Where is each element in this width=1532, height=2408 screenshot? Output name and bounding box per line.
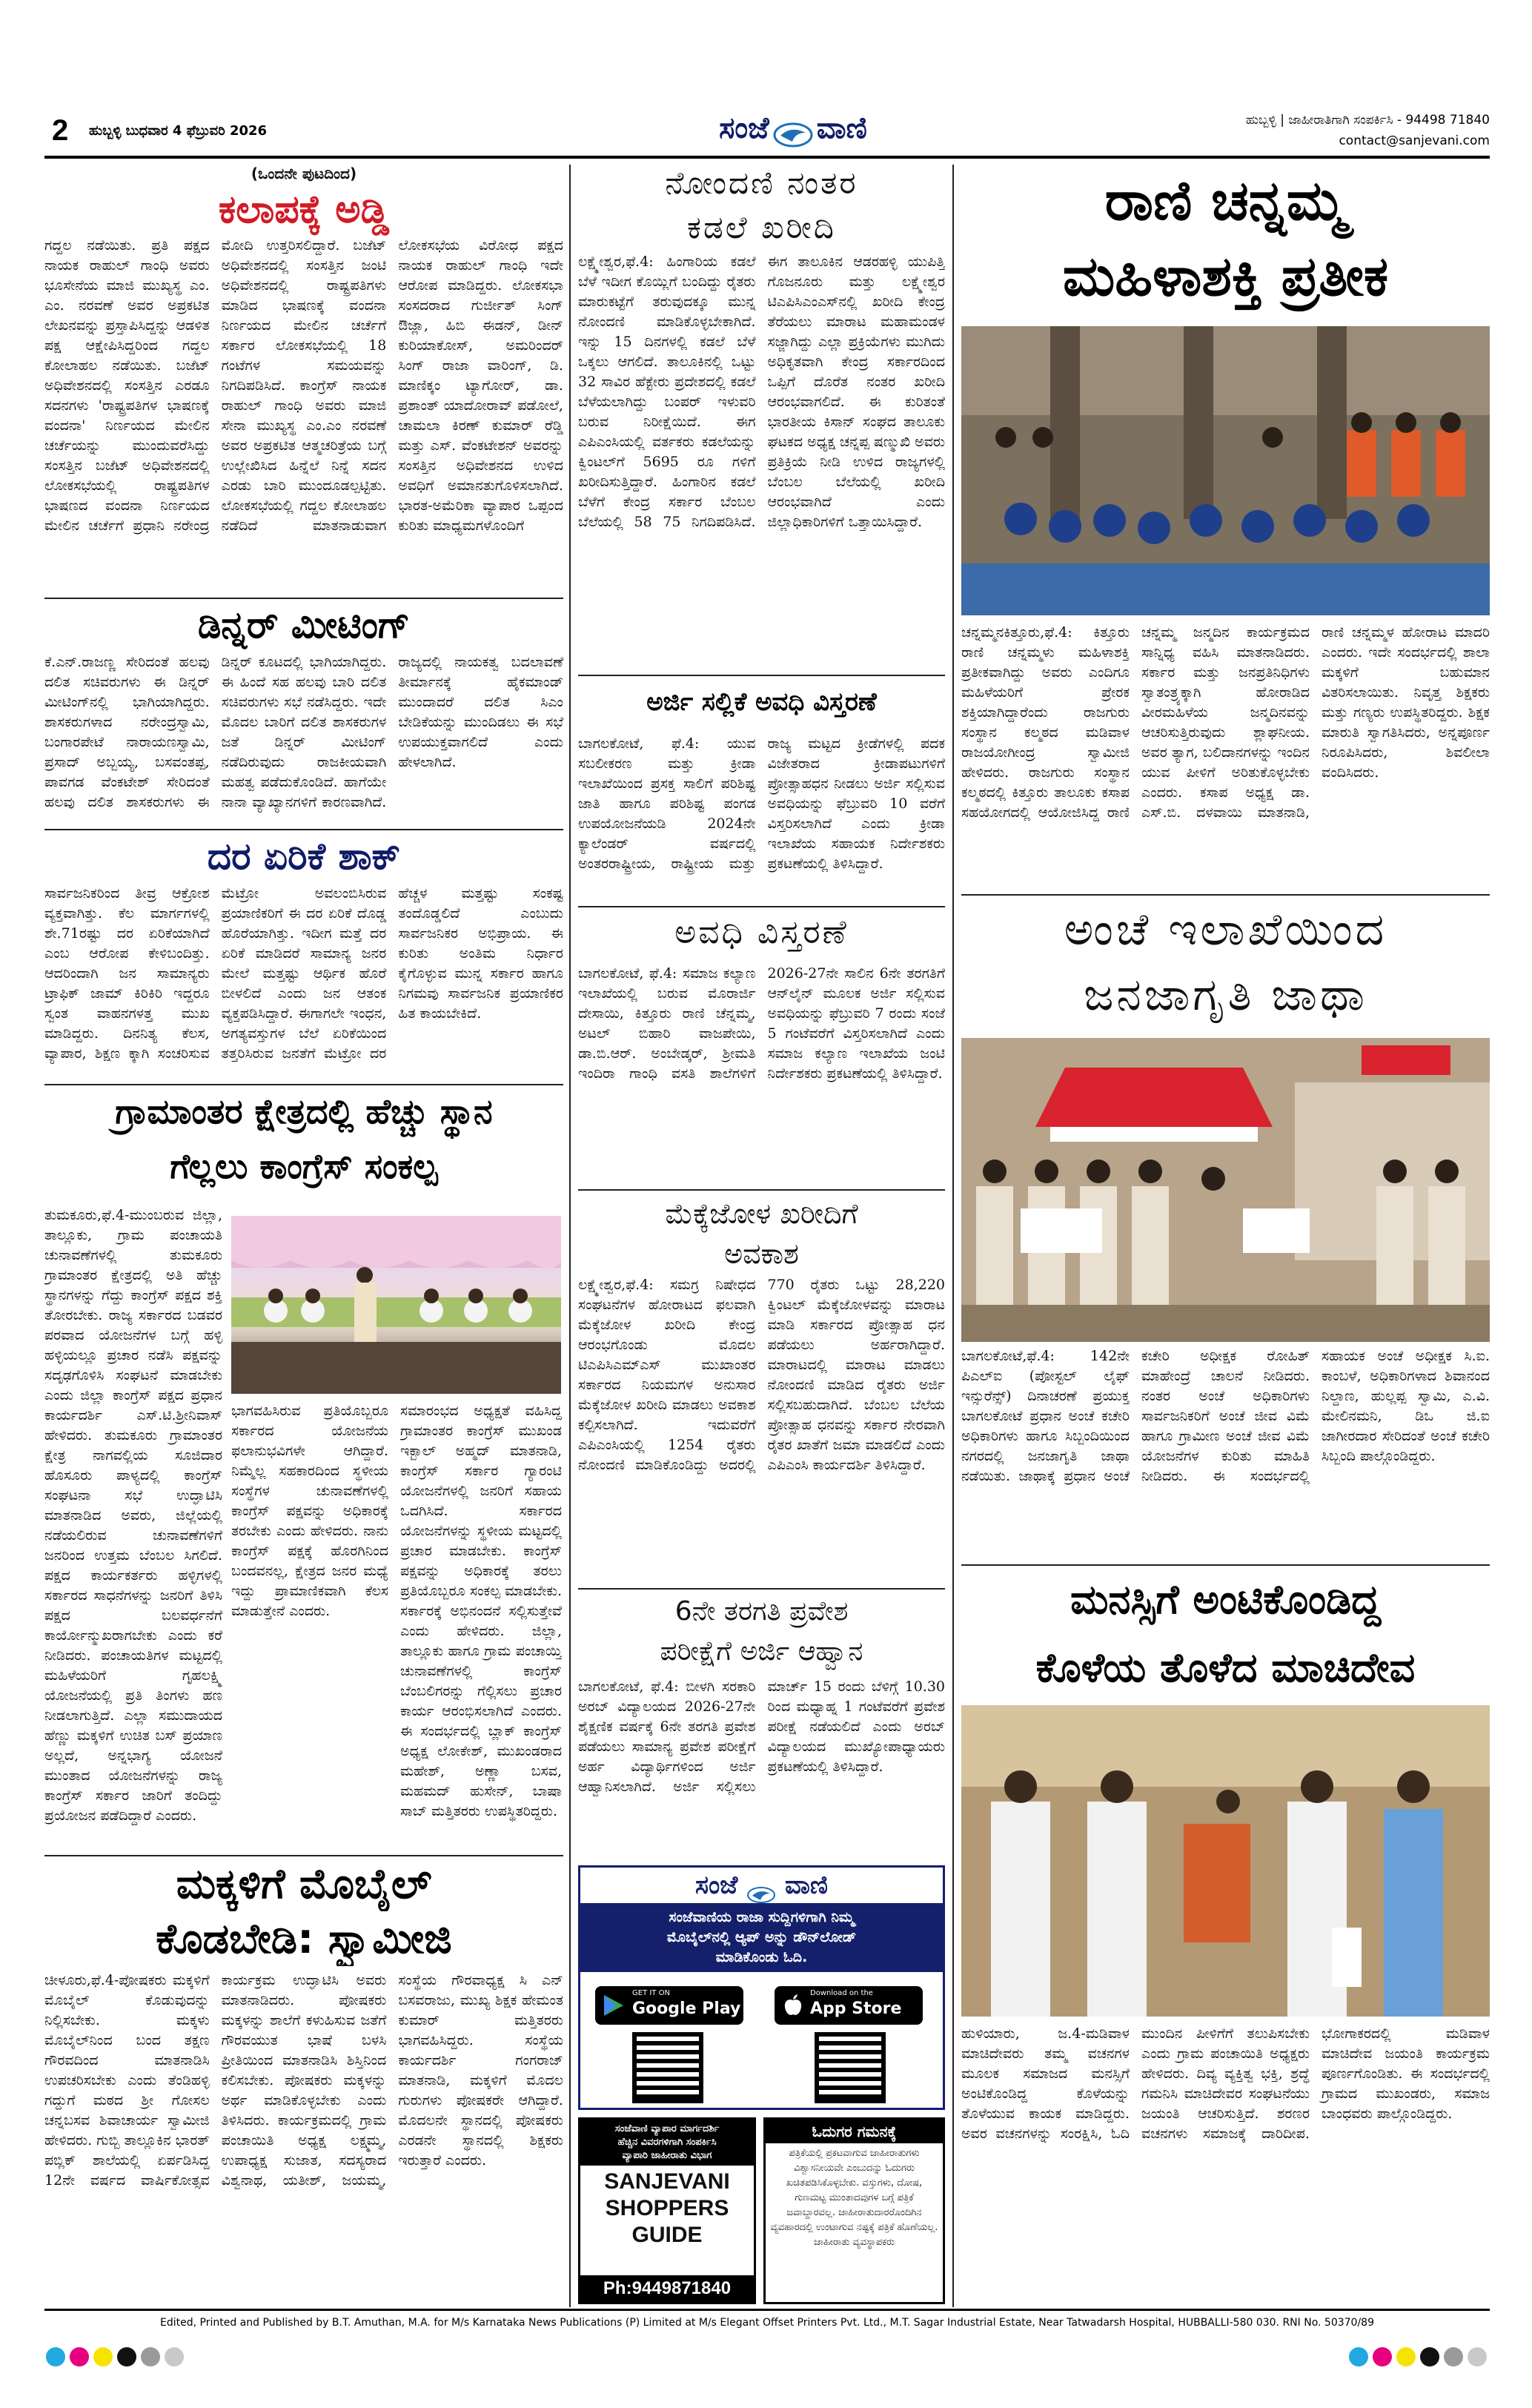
headline-avadhi: ಅವಧಿ ವಿಸ್ತರಣೆ — [674, 913, 849, 951]
app-ad-line3: ಮಾಡಿಕೊಂಡು ಓದಿ. — [715, 1949, 808, 1965]
divider — [44, 1855, 563, 1856]
divider — [961, 894, 1490, 896]
footer-imprint: Edited, Printed and Published by B.T. Amuthan, M.A. for M/s Karnataka News Publications (P) Limited at M/s Elegant Offset Printers Pvt. Ltd., M.T. Sagar Industrial Estate, Near Tatwadarsh Hospital, HUBBALLI-580 030. RNI No. 50370/89 — [159, 2317, 1374, 2329]
registration-dot-grey — [141, 2347, 160, 2366]
headline-makkalige-1: ಮಕ್ಕಳಿಗೆ ಮೊಬೈಲ್ — [176, 1860, 432, 1908]
headline-makkalige-2: ಕೊಡಬೇಡಿ: ಸ್ವಾಮೀಜಿ — [156, 1915, 452, 1963]
readers-notice-ad — [763, 2117, 945, 2304]
app-store-button[interactable] — [775, 1986, 923, 2025]
shoppers-guide-ad — [578, 2117, 756, 2304]
article-anche: ಬಾಗಲಕೋಟೆ,ಫೆ.4: 142ನೇ ಪಿಎಲ್‌ಐ (ಪೋಸ್ಟಲ್ ಲೈಫ್ ಇನ್ಸುರೆನ್ಸ್) ದಿನಾಚರಣೆ ಪ್ರಯುಕ್ತ ಬಾಗಲಕೋಟೆ ಪ್ರಧಾನ ಅಂಚೆ ಕಚೇರಿ ಅಧಿಕಾರಿಗಳು ಹಾಗೂ ಸಿಬ್ಬಂದಿಯಿಂದ ನಗರದಲ್ಲಿ ಜನಜಾಗೃತಿ ಜಾಥಾ ನಡೆಯಿತು. ಜಾಥಾಕ್ಕೆ ಪ್ರಧಾನ ಅಂಚೆ ಕಚೇರಿ ಅಧೀಕ್ಷಕ ರೋಹಿತ್ ಮಾಹೇಂದ್ರೆ ಚಾಲನೆ ನೀಡಿದರು. ನಂತರ ಅಂಚೆ ಅಧಿಕಾರಿಗಳು ಸಾರ್ವಜನಿಕರಿಗೆ ಅಂಚೆ ಜೀವ ವಿಮೆ ಹಾಗೂ ಗ್ರಾಮೀಣ ಅಂಚೆ ಜೀವ ವಿಮೆ ಯೋಜನೆಗಳ ಕುರಿತು ಮಾಹಿತಿ ನೀಡಿದರು. ಈ ಸಂದರ್ಭದಲ್ಲಿ ಸಹಾಯಕ ಅಂಚೆ ಅಧೀಕ್ಷಕ ಸಿ.ಐ. ಕಾಂಬಳೆ, ಅಧಿಕಾರಿಗಳಾದ ಶಿವಾನಂದ ನಿಲ್ದಾಣ, ಹುಲ್ಲಪ್ಪ ಸ್ವಾಮಿ, ಎ.ವಿ. ಮೇಲಿನಮನಿ, ಡಿಒ ಜಿ.ಐ ಜಾಗೀರದಾರ ಸೇರಿದಂತೆ ಅಂಚೆ ಕಚೇರಿ ಸಿಬ್ಬಂದಿ ಪಾಲ್ಗೊಂಡಿದ್ದರು. — [961, 1348, 1490, 1484]
email[interactable]: contact@sanjevani.com — [1339, 133, 1490, 148]
app-ad-line2: ಮೊಬೈಲ್‌ನಲ್ಲಿ ಆ್ಯಪ್ ಅನ್ನು ಡೌನ್‌ಲೋಡ್ — [666, 1929, 857, 1945]
shoppers-title-1: SANJEVANI — [604, 2169, 730, 2194]
article-manassige: ಹುಳಿಯಾರು, ಜ.4-ಮಡಿವಾಳ ಮಾಚಿದೇವರು ತಮ್ಮ ವಚನಗಳ ಮೂಲಕ ಸಮಾಜದ ಮನಸ್ಸಿಗೆ ಅಂಟಿಕೊಂಡಿದ್ದ ಕೊಳೆಯನ್ನು ತೊಳೆಯುವ ಕಾಯಕ ಮಾಡಿದ್ದರು. ಅವರ ವಚನಗಳನ್ನು ಸಂರಕ್ಷಿಸಿ, ಓದಿ ಮುಂದಿನ ಪೀಳಿಗೆಗೆ ತಲುಪಿಸಬೇಕು ಎಂದು ಗ್ರಾಮ ಪಂಚಾಯಿತಿ ಅಧ್ಯಕ್ಷರು ಹೇಳಿದರು. ದಿವ್ಯ ವ್ಯಕ್ತಿತ್ವ ಭಕ್ತಿ, ಶ್ರದ್ಧೆ ಗಮನಿಸಿ ಮಾಚಿದೇವರ ಸಂಘಟನೆಯು ಜಯಂತಿ ಆಚರಿಸುತ್ತಿದೆ. ಶರಣರ ವಚನಗಳು ಸಮಾಜಕ್ಕೆ ದಾರಿದೀಪ. ಭೋಗಾಕರದಲ್ಲಿ ಮಡಿವಾಳ ಮಾಚಿದೇವ ಜಯಂತಿ ಕಾರ್ಯಕ್ರಮ ಪೂರ್ಣಗೊಂಡಿತು. ಈ ಸಂದರ್ಭದಲ್ಲಿ ಗ್ರಾಮದ ಮುಖಂಡರು, ಸಮಾಜ ಬಾಂಧವರು ಪಾಲ್ಗೊಂಡಿದ್ದರು. — [961, 2025, 1490, 2142]
readers-notice-body: ಪತ್ರಿಕೆಯಲ್ಲಿ ಪ್ರಕಟವಾಗುವ ಜಾಹೀರಾತುಗಳು ವಿಶ್ವಾಸನೀಯವೇ ಎಂಬುದನ್ನು ಓದುಗರು ಖಚಿತಪಡಿಸಿಕೊಳ್ಳಬೇಕು. ವಸ್ತುಗಳು, ದೋಷ, ಗುಣಮಟ್ಟ ಮುಂತಾದವುಗಳ ಬಗ್ಗೆ ಪತ್ರಿಕೆ ಜವಾಬ್ದಾರವಲ್ಲ. ಜಾಹೀರಾತುದಾರರೊಂದಿಗಿನ ವ್ಯವಹಾರದಲ್ಲಿ ಉಂಟಾಗುವ ನಷ್ಟಕ್ಕೆ ಪತ್ರಿಕೆ ಹೊಣೆಯಲ್ಲ. ಜಾಹೀರಾತು ವ್ಯವಸ್ಥಾಪಕರು — [770, 2148, 938, 2248]
headline-nondani-1: ನೋಂದಣಿ ನಂತರ — [665, 165, 858, 201]
headline-dara: ದರ ಏರಿಕೆ ಶಾಕ್ — [207, 835, 401, 878]
headline-gramantara-2: ಗೆಲ್ಲಲು ಕಾಂಗ್ರೆಸ್ ಸಂಕಲ್ಪ — [170, 1146, 438, 1186]
footer-rule — [44, 2309, 1490, 2311]
headline-arji: ಅರ್ಜಿ ಸಲ್ಲಿಕೆ ಅವಧಿ ವಿಸ್ತರಣೆ — [646, 687, 877, 717]
app-ad-line1: ಸಂಜೆವಾಣಿಯ ರಾಜಾ ಸುದ್ದಿಗಳಿಗಾಗಿ ನಿಮ್ಮ — [669, 1909, 855, 1925]
shoppers-title-2: SHOPPERS — [605, 2196, 729, 2220]
google-play-button[interactable] — [595, 1986, 743, 2025]
article-pravesha: ಬಾಗಲಕೋಟೆ, ಫೆ.4: ಬೀಳಗಿ ಸರಕಾರಿ ಅರಬ್ ವಿದ್ಯಾಲಯದ 2026-27ನೇ ಶೈಕ್ಷಣಿಕ ವರ್ಷಕ್ಕೆ 6ನೇ ತರಗತಿ ಪ್ರವೇಶ ಪಡೆಯಲು ಸಾಮಾನ್ಯ ಪ್ರವೇಶ ಪರೀಕ್ಷೆಗೆ ಅರ್ಹ ವಿದ್ಯಾರ್ಥಿಗಳಿಂದ ಅರ್ಜಿ ಆಹ್ವಾನಿಸಲಾಗಿದೆ. ಅರ್ಜಿ ಸಲ್ಲಿಸಲು ಮಾರ್ಚ್ 15 ರಂದು ಬೆಳಿಗ್ಗೆ 10.30 ರಿಂದ ಮಧ್ಯಾಹ್ನ 1 ಗಂಟೆವರೆಗೆ ಪ್ರವೇಶ ಪರೀಕ್ಷೆ ನಡೆಯಲಿದೆ ಎಂದು ಅರಬ್ ವಿದ್ಯಾಲಯದ ಮುಖ್ಯೋಪಾಧ್ಯಾಯರು ಪ್ರಕಟಣೆಯಲ್ಲಿ ತಿಳಿಸಿದ್ದಾರೆ. — [578, 1678, 945, 1795]
registration-dot-magenta — [70, 2347, 89, 2366]
logo-right: ವಾಣಿ — [816, 111, 867, 145]
app-store-label: App Store — [810, 2000, 902, 2018]
shoppers-title-3: GUIDE — [631, 2223, 703, 2247]
divider — [961, 1564, 1490, 1566]
headline-mekkejola-1: ಮೆಕ್ಕೆಜೋಳ ಖರೀದಿಗೆ — [665, 1197, 858, 1230]
article-gramantara-caption: ಭಾಗವಹಿಸಿರುವ ಪ್ರತಿಯೊಬ್ಬರೂ ಸರ್ಕಾರದ ಯೋಜನೆಯ ಫಲಾನುಭವಿಗಳೇ ಆಗಿದ್ದಾರೆ. ನಿಮ್ಮೆಲ್ಲ ಸಹಕಾರದಿಂದ ಸ್ಥಳೀಯ ಸಂಸ್ಥೆಗಳ ಚುನಾವಣೆಗಳಲ್ಲಿ ಕಾಂಗ್ರೆಸ್ ಪಕ್ಷವನ್ನು ಅಧಿಕಾರಕ್ಕೆ ತರಬೇಕು ಎಂದು ಹೇಳಿದರು. ನಾನು ಕಾಂಗ್ರೆಸ್ ಪಕ್ಷಕ್ಕೆ ಹೊರಗಿನಿಂದ ಬಂದವನಲ್ಲ, ಕ್ಷೇತ್ರದ ಜನರ ಮಧ್ಯೆ ಇದ್ದು ಪ್ರಾಮಾಣಿಕವಾಗಿ ಕೆಲಸ ಮಾಡುತ್ತೇನೆ ಎಂದರು. — [231, 1403, 388, 1619]
article-nondani: ಲಕ್ಷ್ಮೇಶ್ವರ,ಫೆ.4: ಹಿಂಗಾರಿಯ ಕಡಲೆ ಬೆಳೆ ಇದೀಗ ಕೊಯ್ಲಿಗೆ ಬಂದಿದ್ದು ರೈತರು ಮಾರುಕಟ್ಟೆಗೆ ತರುವುದಕ್ಕೂ ಮುನ್ನ ನೋಂದಣಿ ಮಾಡಿಕೊಳ್ಳಬೇಕಾಗಿದೆ. ಇನ್ನು 15 ದಿನಗಳಲ್ಲಿ ಕಡಲೆ ಬೆಳೆ ಒಕ್ಕಲು ಆಗಲಿದೆ. ತಾಲೂಕಿನಲ್ಲಿ ಒಟ್ಟು 32 ಸಾವಿರ ಹೆಕ್ಟೇರು ಪ್ರದೇಶದಲ್ಲಿ ಕಡಲೆ ಬೆಳೆಯಲಾಗಿದ್ದು ಬಂಪರ್ ಇಳುವರಿ ಬರುವ ನಿರೀಕ್ಷೆಯಿದೆ. ಈಗ ಎಪಿಎಂಸಿಯಲ್ಲಿ ವರ್ತಕರು ಕಡಲೆಯನ್ನು ಕ್ವಿಂಟಲ್‌ಗೆ 5695 ರೂ ಗಳಿಗೆ ಖರೀದಿಸುತ್ತಿದ್ದಾರೆ. ಹಿಂಗಾರಿನ ಕಡಲೆ ಬೆಳೆಗೆ ಕೇಂದ್ರ ಸರ್ಕಾರ ಬೆಂಬಲ ಬೆಲೆಯಲ್ಲಿ 58 75 ನಿಗದಿಪಡಿಸಿದೆ. ಈಗ ತಾಲೂಕಿನ ಆಡರಹಳ್ಳಿ ಯುಪಿತ್ತಿ ಗೊಜನೂರು ಮತ್ತು ಲಕ್ಷ್ಮೇಶ್ವರ ಟಿಎಪಿಸಿಎಂಎಸ್‌ನಲ್ಲಿ ಖರೀದಿ ಕೇಂದ್ರ ತೆರೆಯಲು ಮಾರಾಟ ಮಹಾಮಂಡಳ ಸಜ್ಜಾಗಿದ್ದು ಎಲ್ಲಾ ಪ್ರಕ್ರಿಯೆಗಳು ಮುಗಿದು ಅಧಿಕೃತವಾಗಿ ಕೇಂದ್ರ ಸರ್ಕಾರದಿಂದ ಒಪ್ಪಿಗೆ ದೊರೆತ ನಂತರ ಖರೀದಿ ಆರಂಭವಾಗಲಿದೆ. ಈ ಕುರಿತಂತೆ ಭಾರತೀಯ ಕಿಸಾನ್ ಸಂಘದ ತಾಲೂಕು ಘಟಕದ ಅಧ್ಯಕ್ಷ ಚನ್ನಪ್ಪ ಷಣ್ಮುಖಿ ಅವರು ಪ್ರತಿಕ್ರಿಯೆ ನೀಡಿ ಉಳಿದ ರಾಜ್ಯಗಳಲ್ಲಿ ಬೆಂಬಲ ಬೆಲೆಯಲ್ಲಿ ಖರೀದಿ ಆರಂಭವಾಗಿದೆ ಎಂದು ಜಿಲ್ಲಾಧಿಕಾರಿಗಳಿಗೆ ಒತ್ತಾಯಿಸಿದ್ದಾರೆ. — [578, 254, 945, 530]
article-mekkejola: ಲಕ್ಷ್ಮೇಶ್ವರ,ಫೆ.4: ಸಮಗ್ರ ನಿಷೇಧದ ಸಂಘಟನೆಗಳ ಹೋರಾಟದ ಫಲವಾಗಿ ಮೆಕ್ಕೆಜೋಳ ಖರೀದಿ ಕೇಂದ್ರ ಆರಂಭಗೊಂಡು ಮೊದಲ ಟಿಎಪಿಸಿಎಮ್‌ಎಸ್ ಮುಖಾಂತರ ಸರ್ಕಾರದ ನಿಯಮಗಳ ಅನುಸಾರ ಮೆಕ್ಕೆಜೋಳ ಖರೀದಿ ಮಾಡಲು ಅವಕಾಶ ಕಲ್ಪಿಸಲಾಗಿದೆ. ಇದುವರೆಗೆ ಎಪಿಎಂಸಿಯಲ್ಲಿ 1254 ರೈತರು ನೋಂದಣಿ ಮಾಡಿಕೊಂಡಿದ್ದು ಅದರಲ್ಲಿ 770 ರೈತರು ಒಟ್ಟು 28,220 ಕ್ವಿಂಟಲ್ ಮೆಕ್ಕೆಜೋಳವನ್ನು ಮಾರಾಟ ಮಾಡಿ ಸರ್ಕಾರದ ಪ್ರೋತ್ಸಾಹ ಧನ ಪಡೆಯಲು ಅರ್ಹರಾಗಿದ್ದಾರೆ. ಮಾರಾಟದಲ್ಲಿ ಮಾರಾಟ ಮಾಡಲು ನೋಂದಣಿ ಮಾಡಿದ ರೈತರು ಅರ್ಜಿ ಸಲ್ಲಿಸಬಹುದಾಗಿದೆ. ಬೆಂಬಲ ಬೆಲೆಯ ಪ್ರೋತ್ಸಾಹ ಧನವನ್ನು ಸರ್ಕಾರ ನೇರವಾಗಿ ರೈತರ ಖಾತೆಗೆ ಜಮಾ ಮಾಡಲಿದೆ ಎಂದು ಎಪಿಎಂಸಿ ಕಾರ್ಯದರ್ಶಿ ತಿಳಿಸಿದ್ದಾರೆ. — [578, 1277, 945, 1473]
divider — [44, 829, 563, 830]
shoppers-kn-block — [580, 2120, 754, 2166]
registration-dot-yellow — [93, 2347, 113, 2366]
headline-manassige-1: ಮನಸ್ಸಿಗೆ ಅಂಟಿಕೊಂಡಿದ್ದ — [1070, 1576, 1381, 1623]
registration-dot-black — [1420, 2347, 1439, 2366]
headline-rani-1: ರಾಣಿ ಚನ್ನಮ್ಮ — [1104, 169, 1347, 233]
app-ad-logo-right: ವಾಣಿ — [785, 1870, 828, 1900]
shoppers-kn-line2: ಹೆಚ್ಚಿನ ವಿವರಗಳಿಗಾಗಿ ಸಂಪರ್ಕಿಸಿ — [617, 2137, 717, 2148]
article-avadhi: ಬಾಗಲಕೋಟೆ, ಫೆ.4: ಸಮಾಜ ಕಲ್ಯಾಣ ಇಲಾಖೆಯಲ್ಲಿ ಬರುವ ಮೊರಾರ್ಜಿ ದೇಸಾಯಿ, ಕಿತ್ತೂರು ರಾಣಿ ಚೆನ್ನಮ್ಮ, ಅಟಲ್ ಬಿಹಾರಿ ವಾಜಪೇಯಿ, ಡಾ.ಬಿ.ಆರ್. ಅಂಬೇಡ್ಕರ್, ಶ್ರೀಮತಿ ಇಂದಿರಾ ಗಾಂಧಿ ವಸತಿ ಶಾಲೆಗಳಿಗೆ 2026-27ನೇ ಸಾಲಿನ 6ನೇ ತರಗತಿಗೆ ಆನ್‌ಲೈನ್ ಮೂಲಕ ಅರ್ಜಿ ಸಲ್ಲಿಸುವ ಅವಧಿಯನ್ನು ಫೆಬ್ರುವರಿ 7 ರಂದು ಸಂಜೆ 5 ಗಂಟೆವರೆಗೆ ವಿಸ್ತರಿಸಲಾಗಿದೆ ಎಂದು ಸಮಾಜ ಕಲ್ಯಾಣ ಇಲಾಖೆಯ ಜಂಟಿ ನಿರ್ದೇಶಕರು ಪ್ರಕಟಣೆಯಲ್ಲಿ ತಿಳಿಸಿದ್ದಾರೆ. — [578, 965, 945, 1082]
google-play-small: GET IT ON — [632, 1989, 670, 1997]
registration-dot-cyan — [46, 2347, 65, 2366]
headline-rani-2: ಮಹಿಳಾಶಕ್ತಿ ಪ್ರತೀಕ — [1062, 245, 1389, 308]
continued-label: (ಒಂದನೇ ಪುಟದಿಂದ) — [251, 165, 357, 182]
page-number: 2 — [52, 114, 69, 147]
article-gramantara-left: ತುಮಕೂರು,ಫೆ.4-ಮುಂಬರುವ ಜಿಲ್ಲಾ, ತಾಲ್ಲೂಕು, ಗ್ರಾಮ ಪಂಚಾಯತಿ ಚುನಾವಣೆಗಳಲ್ಲಿ ತುಮಕೂರು ಗ್ರಾಮಾಂತರ ಕ್ಷೇತ್ರದಲ್ಲಿ ಅತಿ ಹೆಚ್ಚು ಸ್ಥಾನಗಳನ್ನು ಗೆದ್ದು ಕಾಂಗ್ರೆಸ್ ಪಕ್ಷದ ಶಕ್ತಿ ತೋರಬೇಕು. ರಾಜ್ಯ ಸರ್ಕಾರದ ಬಡವರ ಪರವಾದ ಯೋಜನೆಗಳ ಬಗ್ಗೆ ಹಳ್ಳಿ ಹಳ್ಳಿಯಲ್ಲೂ ಪ್ರಚಾರ ನಡೆಸಿ ಪಕ್ಷವನ್ನು ಸದೃಢಗೊಳಿಸಿ ಸಂಘಟನೆ ಮಾಡಬೇಕು ಎಂದು ಜಿಲ್ಲಾ ಕಾಂಗ್ರೆಸ್ ಪಕ್ಷದ ಪ್ರಧಾನ ಕಾರ್ಯದರ್ಶಿ ಎಸ್.ಟಿ.ಶ್ರೀನಿವಾಸ್ ಹೇಳಿದರು. ತುಮಕೂರು ಗ್ರಾಮಾಂತರ ಕ್ಷೇತ್ರ ನಾಗವಲ್ಲಿಯ ಸೂಜಿದಾರ ಹೊಸೂರು ಪಾಳ್ಯದಲ್ಲಿ ಕಾಂಗ್ರೆಸ್ ಸಂಘಟನಾ ಸಭೆ ಉದ್ಘಾಟಿಸಿ ಮಾತನಾಡಿದ ಅವರು, ಜಿಲ್ಲೆಯಲ್ಲಿ ನಡೆಯಲಿರುವ ಚುನಾವಣೆಗಳಿಗೆ ಜನರಿಂದ ಉತ್ತಮ ಬೆಂಬಲ ಸಿಗಲಿದೆ. ಪಕ್ಷದ ಕಾರ್ಯಕರ್ತರು ಹಳ್ಳಿಗಳಲ್ಲಿ ಸರ್ಕಾರದ ಸಾಧನೆಗಳನ್ನು ಜನರಿಗೆ ತಿಳಿಸಿ ಪಕ್ಷದ ಬಲವರ್ಧನೆಗೆ ಕಾರ್ಯೋನ್ಮುಖರಾಗಬೇಕು ಎಂದು ಕರೆ ನೀಡಿದರು. ಪಂಚಾಯತಿಗಳ ಮಟ್ಟದಲ್ಲಿ ಮಹಿಳೆಯರಿಗೆ ಗೃಹಲಕ್ಷ್ಮಿ ಯೋಜನೆಯಲ್ಲಿ ಪ್ರತಿ ತಿಂಗಳು ಹಣ ನೀಡಲಾಗುತ್ತಿದೆ. ಎಲ್ಲಾ ಸಮುದಾಯದ ಹೆಣ್ಣು ಮಕ್ಕಳಿಗೆ ಉಚಿತ ಬಸ್ ಪ್ರಯಾಣ ಅಲ್ಲದೆ, ಅನ್ನಭಾಗ್ಯ ಯೋಜನೆ ಮುಂತಾದ ಯೋಜನೆಗಳನ್ನು ರಾಜ್ಯ ಕಾಂಗ್ರೆಸ್ ಸರ್ಕಾರ ಜಾರಿಗೆ ತಂದಿದ್ದು ಪ್ರಯೋಜನ ಪಡೆದಿದ್ದಾರೆ ಎಂದರು. — [44, 1207, 222, 1824]
registration-dot-black — [117, 2347, 136, 2366]
headline-anche-2: ಜನಜಾಗೃತಿ ಜಾಥಾ — [1084, 969, 1367, 1021]
photo-machideva-jayanti — [961, 1705, 1490, 2017]
dove-icon — [773, 122, 813, 148]
headline-gramantara-1: ಗ್ರಾಮಾಂತರ ಕ್ಷೇತ್ರದಲ್ಲಿ ಹೆಚ್ಚು ಸ್ಥಾನ — [115, 1091, 493, 1131]
registration-dot-grey — [1444, 2347, 1463, 2366]
photo-postal-rally — [961, 1038, 1490, 1342]
registration-dot-magenta — [1373, 2347, 1392, 2366]
column-divider — [952, 165, 954, 2307]
logo — [660, 111, 926, 153]
article-dinner: ಕೆ.ಎನ್.ರಾಜಣ್ಣ ಸೇರಿದಂತೆ ಹಲವು ದಲಿತ ಸಚಿವರುಗಳು ಈ ಡಿನ್ನರ್ ಮೀಟಿಂಗ್‌ನಲ್ಲಿ ಭಾಗಿಯಾಗಿದ್ದರು. ಶಾಸಕರುಗಳಾದ ನರೇಂದ್ರಸ್ವಾಮಿ, ಬಂಗಾರಪೇಟೆ ನಾರಾಯಣಸ್ವಾಮಿ, ಪ್ರಸಾದ್ ಅಬ್ಬಯ್ಯ, ಬಸವಂತಪ್ಪ, ಪಾವಗಡ ವೆಂಕಟೇಶ್ ಸೇರಿದಂತೆ ಹಲವು ದಲಿತ ಶಾಸಕರುಗಳು ಈ ಡಿನ್ನರ್ ಕೂಟದಲ್ಲಿ ಭಾಗಿಯಾಗಿದ್ದರು. ಈ ಹಿಂದೆ ಸಹ ಹಲವು ಬಾರಿ ದಲಿತ ಸಚಿವರುಗಳು ಸಭೆ ನಡೆಸಿದ್ದರು. ಇದೇ ಮೊದಲ ಬಾರಿಗೆ ದಲಿತ ಶಾಸಕರುಗಳ ಜತೆ ಡಿನ್ನರ್ ಮೀಟಿಂಗ್ ನಡೆದಿರುವುದು ರಾಜಕೀಯವಾಗಿ ಮಹತ್ವ ಪಡೆದುಕೊಂಡಿದೆ. ಹಾಗೆಯೇ ನಾನಾ ವ್ಯಾಖ್ಯಾನಗಳಿಗೆ ಕಾರಣವಾಗಿದೆ. ರಾಜ್ಯದಲ್ಲಿ ನಾಯಕತ್ವ ಬದಲಾವಣೆ ತೀರ್ಮಾನಕ್ಕೆ ಹೈಕಮಾಂಡ್ ಮುಂದಾದರೆ ದಲಿತ ಸಿಎಂ ಬೇಡಿಕೆಯನ್ನು ಮುಂದಿಡಲು ಈ ಸಭೆ ಉಪಯುಕ್ತವಾಗಲಿದೆ ಎಂದು ಹೇಳಲಾಗಿದೆ. — [44, 654, 563, 810]
divider — [44, 598, 563, 599]
article-arji: ಬಾಗಲಕೋಟೆ, ಫೆ.4: ಯುವ ಸಬಲೀಕರಣ ಮತ್ತು ಕ್ರೀಡಾ ಇಲಾಖೆಯಿಂದ ಪ್ರಸಕ್ತ ಸಾಲಿಗೆ ಪರಿಶಿಷ್ಟ ಜಾತಿ ಹಾಗೂ ಪರಿಶಿಷ್ಟ ಪಂಗಡ ಉಪಯೋಜನೆಯಡಿ 2024ನೇ ಕ್ಯಾಲೆಂಡರ್ ವರ್ಷದಲ್ಲಿ ಅಂತರರಾಷ್ಟ್ರೀಯ, ರಾಷ್ಟ್ರೀಯ ಮತ್ತು ರಾಜ್ಯ ಮಟ್ಟದ ಕ್ರೀಡೆಗಳಲ್ಲಿ ಪದಕ ವಿಜೇತರಾದ ಕ್ರೀಡಾಪಟುಗಳಿಗೆ ಪ್ರೋತ್ಸಾಹಧನ ನೀಡಲು ಅರ್ಜಿ ಸಲ್ಲಿಸುವ ಅವಧಿಯನ್ನು ಫೆಬ್ರುವರಿ 10 ವರೆಗೆ ವಿಸ್ತರಿಸಲಾಗಿದೆ ಎಂದು ಕ್ರೀಡಾ ಇಲಾಖೆಯ ಸಹಾಯಕ ನಿರ್ದೇಶಕರು ಪ್ರಕಟಣೆಯಲ್ಲಿ ತಿಳಿಸಿದ್ದಾರೆ. — [578, 735, 945, 872]
app-ad-banner — [580, 1903, 943, 1972]
headline-kalapakke: ಕಲಾಪಕ್ಕೆ ಅಡ್ಡಿ — [218, 188, 390, 232]
google-play-label: Google Play — [632, 2000, 741, 2018]
dove-icon — [746, 1878, 776, 1896]
app-ad-title — [580, 1868, 943, 1903]
shoppers-kn-line3: ವ್ಯಾಪಾರಿ ಜಾಹೀರಾತು ವಿಭಾಗ — [622, 2150, 712, 2161]
qr-code-android[interactable] — [632, 2032, 703, 2103]
article-kalapakke: ಗದ್ದಲ ನಡೆಯಿತು. ಪ್ರತಿ ಪಕ್ಷದ ನಾಯಕ ರಾಹುಲ್ ಗಾಂಧಿ ಅವರು ಭೂಸೇನೆಯ ಮಾಜಿ ಮುಖ್ಯಸ್ಥ ಎಂ. ಎಂ. ನರವಣೆ ಅವರ ಅಪ್ರಕಟಿತ ಲೇಖನವನ್ನು ಪ್ರಸ್ತಾಪಿಸಿದ್ದನ್ನು ಆಡಳಿತ ಪಕ್ಷ ಆಕ್ಷೇಪಿಸಿದ್ದರಿಂದ ಗದ್ದಲ ಕೋಲಾಹಲ ನಡೆಯಿತು. ಬಜೆಟ್ ಅಧಿವೇಶನದಲ್ಲಿ ಸಂಸತ್ತಿನ ಎರಡೂ ಸದನಗಳು 'ರಾಷ್ಟ್ರಪತಿಗಳ ಭಾಷಣಕ್ಕೆ ವಂದನಾ' ನಿರ್ಣಯದ ಮೇಲಿನ ಚರ್ಚೆಯನ್ನು ಮುಂದುವರೆಸಿದ್ದು ಸಂಸತ್ತಿನ ಬಜೆಟ್ ಅಧಿವೇಶನದಲ್ಲಿ ಲೋಕಸಭೆಯಲ್ಲಿ ರಾಷ್ಟ್ರಪತಿಗಳ ಭಾಷಣದ ವಂದನಾ ನಿರ್ಣಯದ ಮೇಲಿನ ಚರ್ಚೆಗೆ ಪ್ರಧಾನಿ ನರೇಂದ್ರ ಮೋದಿ ಉತ್ತರಿಸಲಿದ್ದಾರೆ. ಬಜೆಟ್ ಅಧಿವೇಶನದಲ್ಲಿ ಸಂಸತ್ತಿನ ಜಂಟಿ ಅಧಿವೇಶನದಲ್ಲಿ ರಾಷ್ಟ್ರಪತಿಗಳು ಮಾಡಿದ ಭಾಷಣಕ್ಕೆ ವಂದನಾ ನಿರ್ಣಯದ ಮೇಲಿನ ಚರ್ಚೆಗೆ ಸರ್ಕಾರ ಲೋಕಸಭೆಯಲ್ಲಿ 18 ಗಂಟೆಗಳ ಸಮಯವನ್ನು ನಿಗದಿಪಡಿಸಿದೆ. ಕಾಂಗ್ರೆಸ್ ನಾಯಕ ರಾಹುಲ್ ಗಾಂಧಿ ಅವರು ಮಾಜಿ ಸೇನಾ ಮುಖ್ಯಸ್ಥ ಎಂ.ಎಂ ನರವಣೆ ಅವರ ಅಪ್ರಕಟಿತ ಆತ್ಮಚರಿತ್ರೆಯ ಬಗ್ಗೆ ಉಲ್ಲೇಖಿಸಿದ ಹಿನ್ನೆಲೆ ನಿನ್ನೆ ಸದನ ಎರಡು ಬಾರಿ ಮುಂದೂಡಲ್ಪಟ್ಟಿತು. ಲೋಕಸಭೆಯಲ್ಲಿ ಗದ್ದಲ ಕೋಲಾಹಲ ನಡೆದಿದೆ ಮಾತನಾಡುವಾಗ ಲೋಕಸಭೆಯ ವಿರೋಧ ಪಕ್ಷದ ನಾಯಕ ರಾಹುಲ್ ಗಾಂಧಿ ಇದೇ ಆರೋಪ ಮಾಡಿದ್ದರು. ಲೋಕಸಭಾ ಸಂಸದರಾದ ಗುರ್ಜೀತ್ ಸಿಂಗ್ ಔಜ್ಲಾ, ಹಿಬಿ ಈಡನ್, ಡೀನ್ ಕುರಿಯಾಕೋಸ್, ಅಮರಿಂದರ್ ಸಿಂಗ್ ರಾಜಾ ವಾರಿಂಗ್, ಡಿ. ಮಾಣಿಕ್ಕಂ ಟ್ಯಾಗೋರ್, ಡಾ. ಪ್ರಶಾಂತ್ ಯಾದೋರಾವ್ ಪಡೋಲೆ, ಚಾಮಲಾ ಕಿರಣ್ ಕುಮಾರ್ ರೆಡ್ಡಿ ಮತ್ತು ಎಸ್. ವೆಂಕಟೇಶನ್ ಅವರನ್ನು ಸಂಸತ್ತಿನ ಅಧಿವೇಶನದ ಉಳಿದ ಅವಧಿಗೆ ಅಮಾನತುಗೊಳಿಸಲಾಗಿದೆ. ಭಾರತ-ಅಮೆರಿಕಾ ವ್ಯಾಪಾರ ಒಪ್ಪಂದ ಕುರಿತು ಮಾಧ್ಯಮಗಳೊಂದಿಗೆ — [44, 237, 563, 534]
app-store-small: Download on the — [810, 1989, 873, 1997]
headline-mekkejola-2: ಅವಕಾಶ — [724, 1237, 799, 1270]
readers-notice-title: ಓದುಗರ ಗಮನಕ್ಕೆ — [766, 2120, 943, 2143]
divider — [578, 1588, 945, 1590]
headline-pravesha-1: 6ನೇ ತರಗತಿ ಪ್ರವೇಶ — [674, 1596, 849, 1627]
play-icon — [603, 1994, 625, 2020]
shoppers-kn-line1: ಸಂಜೆವಾಣಿ ವ್ಯಾಪಾರ ಮಾರ್ಗದರ್ಶಿ — [614, 2123, 720, 2134]
divider — [578, 1189, 945, 1191]
divider — [578, 906, 945, 907]
article-makkalige: ಚೀಳೂರು,ಫೆ.4-ಪೋಷಕರು ಮಕ್ಕಳಿಗೆ ಮೊಬೈಲ್ ಕೊಡುವುದನ್ನು ನಿಲ್ಲಿಸಬೇಕು. ಮಕ್ಕಳು ಮೊಬೈಲ್‌ನಿಂದ ಬಂದ ತಕ್ಷಣ ಗೌರವದಿಂದ ಮಾತನಾಡಿಸಿ ಉಪಚರಿಸಬೇಕು ಎಂದು ತೆಂಡಿಹಳ್ಳಿ ಗದ್ದುಗೆ ಮಠದ ಶ್ರೀ ಗೋಸಲ ಚನ್ನಬಸವ ಶಿವಾಚಾರ್ಯ ಸ್ವಾಮೀಜಿ ಹೇಳಿದರು. ಗುಬ್ಬಿ ತಾಲ್ಲೂಕಿನ ಭಾರತ್ ಪಬ್ಲಿಕ್ ಶಾಲೆಯಲ್ಲಿ ಏರ್ಪಡಿಸಿದ್ದ 12ನೇ ವರ್ಷದ ವಾರ್ಷಿಕೋತ್ಸವ ಕಾರ್ಯಕ್ರಮ ಉದ್ಘಾಟಿಸಿ ಅವರು ಮಾತನಾಡಿದರು. ಪೋಷಕರು ಮಕ್ಕಳನ್ನು ಶಾಲೆಗೆ ಕಳುಹಿಸುವ ಜತೆಗೆ ಗೌರವಯುತ ಭಾಷೆ ಬಳಸಿ ಪ್ರೀತಿಯಿಂದ ಮಾತನಾಡಿಸಿ ಶಿಸ್ತಿನಿಂದ ಕಲಿಸಬೇಕು. ಪೋಷಕರು ಮಕ್ಕಳನ್ನು ಅರ್ಥ ಮಾಡಿಕೊಳ್ಳಬೇಕು ಎಂದು ತಿಳಿಸಿದರು. ಕಾರ್ಯಕ್ರಮದಲ್ಲಿ ಗ್ರಾಮ ಪಂಚಾಯಿತಿ ಅಧ್ಯಕ್ಷ ಲಕ್ಷ್ಮಮ್ಮ, ಉಪಾಧ್ಯಕ್ಷ ಸುಜಾತ, ಸದಸ್ಯರಾದ ವಿಶ್ವನಾಥ, ಯತೀಶ್, ಜಯಮ್ಮ, ಸಂಸ್ಥೆಯ ಗೌರವಾಧ್ಯಕ್ಷ ಸಿ ಎನ್ ಬಸವರಾಜು, ಮುಖ್ಯ ಶಿಕ್ಷಕ ಹೇಮಂತ ಕುಮಾರ್ ಮತ್ತಿತರರು ಭಾಗವಹಿಸಿದ್ದರು. ಸಂಸ್ಥೆಯ ಕಾರ್ಯದರ್ಶಿ ಗಂಗರಾಜ್ ಮಾತನಾಡಿ, ಮಕ್ಕಳಿಗೆ ಮೊದಲ ಗುರುಗಳು ಪೋಷಕರೇ ಆಗಿದ್ದಾರೆ. ಮೊದಲನೇ ಸ್ಥಾನದಲ್ಲಿ ಪೋಷಕರು ಎರಡನೇ ಸ್ಥಾನದಲ್ಲಿ ಶಿಕ್ಷಕರು ಇರುತ್ತಾರೆ ಎಂದರು. — [44, 1972, 563, 2189]
article-dara: ಸಾರ್ವಜನಿಕರಿಂದ ತೀವ್ರ ಆಕ್ರೋಶ ವ್ಯಕ್ತವಾಗಿತ್ತು. ಕೆಲ ಮಾರ್ಗಗಳಲ್ಲಿ ಶೇ.71ರಷ್ಟು ದರ ಏರಿಕೆಯಾಗಿದೆ ಎಂಬ ಆರೋಪ ಕೇಳಿಬಂದಿತ್ತು. ಆದರಿಂದಾಗಿ ಜನ ಸಾಮಾನ್ಯರು ಟ್ರಾಫಿಕ್ ಜಾಮ್ ಕಿರಿಕಿರಿ ಇದ್ದರೂ ಸ್ವಂತ ವಾಹನಗಳತ್ತ ಮುಖ ಮಾಡಿದ್ದರು. ದಿನನಿತ್ಯ ಕೆಲಸ, ವ್ಯಾಪಾರ, ಶಿಕ್ಷಣ ಕ್ಕಾಗಿ ಸಂಚರಿಸುವ ಮೆಟ್ರೋ ಅವಲಂಬಿಸಿರುವ ಪ್ರಯಾಣಿಕರಿಗೆ ಈ ದರ ಏರಿಕೆ ದೊಡ್ಡ ಹೊರೆಯಾಗಿತ್ತು. ಇದೀಗ ಮತ್ತೆ ದರ ಏರಿಕೆ ಮಾಡಿದರೆ ಸಾಮಾನ್ಯ ಜನರ ಮೇಲೆ ಮತ್ತಷ್ಟು ಆರ್ಥಿಕ ಹೊರೆ ಬೀಳಲಿದೆ ಎಂದು ಜನ ಆತಂಕ ವ್ಯಕ್ತಪಡಿಸಿದ್ದಾರೆ. ಈಗಾಗಲೇ ಇಂಧನ, ಅಗತ್ಯವಸ್ತುಗಳ ಬೆಲೆ ಏರಿಕೆಯಿಂದ ತತ್ತರಿಸಿರುವ ಜನತೆಗೆ ಮೆಟ್ರೋ ದರ ಹೆಚ್ಚಳ ಮತ್ತಷ್ಟು ಸಂಕಷ್ಟ ತಂದೊಡ್ಡಲಿದೆ ಎಂಬುದು ಸಾರ್ವಜನಿಕರ ಅಭಿಪ್ರಾಯ. ಈ ಕುರಿತು ಅಂತಿಮ ನಿರ್ಧಾರ ಕೈಗೊಳ್ಳುವ ಮುನ್ನ ಸರ್ಕಾರ ಹಾಗೂ ನಿಗಮವು ಸಾರ್ವಜನಿಕ ಪ್ರಯಾಣಿಕರ ಹಿತ ಕಾಯಬೇಕಿದೆ. — [44, 885, 563, 1062]
shoppers-phone[interactable]: Ph:9449871840 — [580, 2275, 754, 2302]
registration-dot-grey-light — [1468, 2347, 1487, 2366]
registration-dot-grey-light — [165, 2347, 184, 2366]
photo-congress-meeting — [231, 1216, 561, 1394]
registration-dot-cyan — [1349, 2347, 1368, 2366]
photo-rani-chennamma-event — [961, 326, 1490, 615]
logo-left: ಸಂಜೆ — [719, 111, 769, 145]
registration-dot-yellow — [1396, 2347, 1416, 2366]
dateline: ಹುಬ್ಬಳ್ಳಿ ಬುಧವಾರ 4 ಫೆಬ್ರುವರಿ 2026 — [89, 123, 268, 139]
headline-dinner: ಡಿನ್ನರ್ ಮೀಟಿಂಗ್ — [197, 603, 411, 646]
app-ad-logo-left: ಸಂಜೆ — [695, 1870, 738, 1900]
masthead — [44, 111, 1490, 156]
headline-anche-1: ಅಂಚೆ ಇಲಾಖೆಯಿಂದ — [1064, 904, 1387, 956]
article-gramantara-right: ಸಮಾರಂಭದ ಅಧ್ಯಕ್ಷತೆ ವಹಿಸಿದ್ದ ಗ್ರಾಮಾಂತರ ಕಾಂಗ್ರೆಸ್ ಮುಖಂಡ ಇಕ್ಬಾಲ್ ಅಹ್ಮದ್ ಮಾತನಾಡಿ, ಕಾಂಗ್ರೆಸ್ ಸರ್ಕಾರ ಗ್ಯಾರಂಟಿ ಯೋಜನೆಗಳಲ್ಲಿ ಜನರಿಗೆ ಸಹಾಯ ಒದಗಿಸಿದೆ. ಸರ್ಕಾರದ ಯೋಜನೆಗಳನ್ನು ಸ್ಥಳೀಯ ಮಟ್ಟದಲ್ಲಿ ಪ್ರಚಾರ ಮಾಡಬೇಕು. ಕಾಂಗ್ರೆಸ್ ಪಕ್ಷವನ್ನು ಅಧಿಕಾರಕ್ಕೆ ತರಲು ಪ್ರತಿಯೊಬ್ಬರೂ ಸಂಕಲ್ಪ ಮಾಡಬೇಕು. ಸರ್ಕಾರಕ್ಕೆ ಅಭಿನಂದನೆ ಸಲ್ಲಿಸುತ್ತೇವೆ ಎಂದು ಹೇಳಿದರು. ಜಿಲ್ಲಾ, ತಾಲ್ಲೂಕು ಹಾಗೂ ಗ್ರಾಮ ಪಂಚಾಯ್ತಿ ಚುನಾವಣೆಗಳಲ್ಲಿ ಕಾಂಗ್ರೆಸ್ ಬೆಂಬಲಿಗರನ್ನು ಗೆಲ್ಲಿಸಲು ಪ್ರಚಾರ ಕಾರ್ಯ ಆರಂಭಿಸಲಾಗಿದೆ ಎಂದರು. ಈ ಸಂದರ್ಭದಲ್ಲಿ ಬ್ಲಾಕ್ ಕಾಂಗ್ರೆಸ್ ಅಧ್ಯಕ್ಷ ಲೋಕೇಶ್, ಮುಖಂಡರಾದ ಮಹೇಶ್, ಅಣ್ಣಾ ಬಸವ, ಮಹಮದ್ ಹುಸೇನ್, ಬಾಷಾ ಸಾಬ್ ಮತ್ತಿತರರು ಉಪಸ್ಥಿತರಿದ್ದರು. — [400, 1403, 562, 1819]
headline-pravesha-2: ಪರೀಕ್ಷೆಗೆ ಅರ್ಜಿ ಆಹ್ವಾನ — [660, 1636, 863, 1667]
headline-nondani-2: ಕಡಲೆ ಖರೀದಿ — [687, 209, 836, 245]
divider — [578, 675, 945, 676]
qr-code-ios[interactable] — [815, 2032, 886, 2103]
article-rani: ಚನ್ನಮ್ಮನಕಿತ್ತೂರು,ಫೆ.4: ಕಿತ್ತೂರು ರಾಣಿ ಚನ್ನಮ್ಮಳು ಮಹಿಳಾಶಕ್ತಿ ಪ್ರತೀಕವಾಗಿದ್ದು ಅವರು ಎಂದಿಗೂ ಮಹಿಳೆಯರಿಗೆ ಪ್ರೇರಕ ಶಕ್ತಿಯಾಗಿದ್ದಾರೆಂದು ರಾಜಗುರು ಸಂಸ್ಥಾನ ಕಲ್ಮಠದ ಮಡಿವಾಳ ರಾಜಯೋಗೀಂದ್ರ ಸ್ವಾಮೀಜಿ ಹೇಳಿದರು. ರಾಜಗುರು ಸಂಸ್ಥಾನ ಕಲ್ಮಠದಲ್ಲಿ ಕಿತ್ತೂರು ತಾಲೂಕು ಕಸಾಪ ಸಹಯೋಗದಲ್ಲಿ ಆಯೋಜಿಸಿದ್ದ ರಾಣಿ ಚನ್ನಮ್ಮ ಜನ್ಮದಿನ ಕಾರ್ಯಕ್ರಮದ ಸಾನ್ನಿಧ್ಯ ವಹಿಸಿ ಮಾತನಾಡಿದರು. ಸರ್ಕಾರ ಮತ್ತು ಜನಪ್ರತಿನಿಧಿಗಳು ಸ್ವಾತಂತ್ರ್ಯಕ್ಕಾಗಿ ಹೋರಾಡಿದ ವೀರಮಹಿಳೆಯ ಜನ್ಮದಿನವನ್ನು ಆಚರಿಸುತ್ತಿರುವುದು ಶ್ಲಾಘನೀಯ. ಅವರ ತ್ಯಾಗ, ಬಲಿದಾನಗಳನ್ನು ಇಂದಿನ ಯುವ ಪೀಳಿಗೆ ಅರಿತುಕೊಳ್ಳಬೇಕು ಎಂದರು. ಕಸಾಪ ಅಧ್ಯಕ್ಷ ಡಾ. ಎಸ್.ಬಿ. ದಳವಾಯಿ ಮಾತನಾಡಿ, ರಾಣಿ ಚನ್ನಮ್ಮಳ ಹೋರಾಟ ಮಾದರಿ ಎಂದರು. ಇದೇ ಸಂದರ್ಭದಲ್ಲಿ ಶಾಲಾ ಮಕ್ಕಳಿಗೆ ಬಹುಮಾನ ವಿತರಿಸಲಾಯಿತು. ನಿವೃತ್ತ ಶಿಕ್ಷಕರು ಮತ್ತು ಗಣ್ಯರು ಉಪಸ್ಥಿತರಿದ್ದರು. ಶಿಕ್ಷಕ ಮಾರುತಿ ಸ್ವಾಗತಿಸಿದರು, ಅನ್ನಪೂರ್ಣ ನಿರೂಪಿಸಿದರು, ಶಿವಲೀಲಾ ವಂದಿಸಿದರು. — [961, 624, 1490, 821]
apple-icon — [783, 1994, 803, 2020]
ad-contact: ಹುಬ್ಬಳ್ಳಿ | ಜಾಹೀರಾತಿಗಾಗಿ ಸಂಪರ್ಕಿಸಿ - 94498 71840 — [1245, 113, 1490, 128]
headline-manassige-2: ಕೊಳೆಯ ತೊಳೆದ ಮಾಚಿದೇವ — [1035, 1644, 1416, 1691]
column-divider — [569, 165, 571, 2307]
divider — [44, 1084, 563, 1085]
masthead-rule — [44, 156, 1490, 159]
app-download-ad — [578, 1865, 945, 2110]
